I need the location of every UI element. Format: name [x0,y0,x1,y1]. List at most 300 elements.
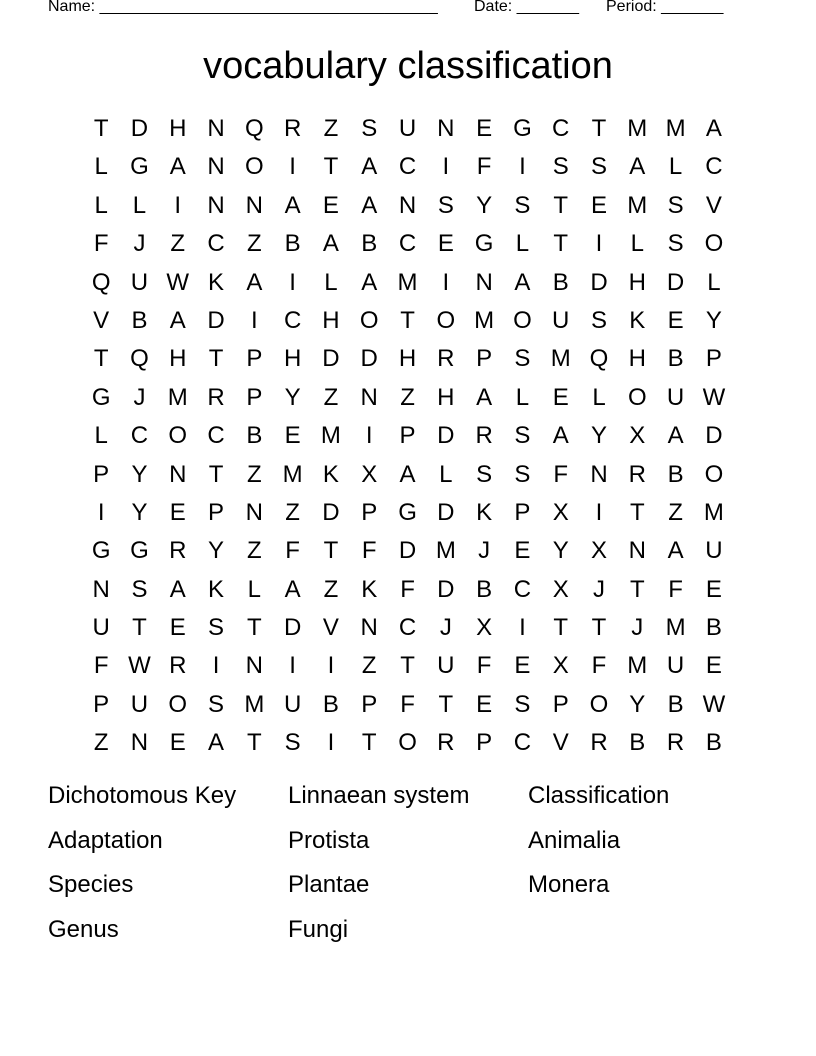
grid-letter: L [515,383,530,411]
grid-letter: I [442,153,450,181]
grid-letter: L [132,191,147,219]
grid-letter: U [437,652,455,680]
word-list-item: Protista [288,826,370,854]
word-list-item: Genus [48,915,119,943]
grid-letter: J [133,230,146,258]
grid-letter: T [93,115,109,142]
grid-letter: N [245,652,263,680]
grid-letter: S [514,422,531,450]
grid-letter: A [322,230,339,258]
grid-letter: A [667,422,684,450]
grid-letter: O [398,729,417,757]
grid-letter: Z [361,652,377,680]
date-field-label: Date: _______ [474,0,579,15]
word-list-item: Plantae [288,871,370,898]
grid-letter: C [398,614,417,642]
word-list-item: Classification [528,782,670,809]
grid-letter: E [476,690,493,718]
grid-letter: T [400,652,415,680]
grid-letter: N [245,191,263,219]
grid-letter: N [207,115,225,142]
grid-letter: E [667,306,684,334]
grid-letter: R [475,422,493,450]
grid-letter: B [667,460,684,488]
grid-letter: C [207,422,225,450]
grid-letter: A [476,383,493,411]
grid-letter: C [207,230,225,258]
grid-letter: S [208,614,225,642]
grid-letter: E [552,383,569,411]
grid-letter: B [667,345,684,373]
grid-letter: H [437,383,455,411]
grid-letter: V [705,191,722,219]
word-list-item: Monera [528,871,610,898]
grid-letter: D [360,345,378,373]
grid-letter: D [322,345,340,373]
grid-letter: T [208,460,224,488]
grid-row [82,417,733,455]
grid-letter: M [320,422,341,450]
grid-letter: E [169,729,186,757]
grid-letter: M [282,460,303,488]
grid-letter: T [553,614,569,642]
grid-letter: S [514,345,531,373]
grid-letter: B [476,575,493,603]
grid-letter: F [93,230,109,258]
grid-letter: A [667,537,684,565]
grid-letter: A [552,422,569,450]
grid-letter: Y [629,690,646,718]
grid-letter: M [665,614,686,642]
grid-letter: A [169,306,186,334]
grid-letter: L [630,230,644,258]
grid-row [82,456,733,494]
grid-letter: K [361,575,378,603]
grid-letter: N [437,115,455,142]
grid-letter: T [361,729,377,757]
grid-letter: M [703,498,724,526]
grid-letter: M [627,652,648,680]
grid-letter: K [476,498,493,526]
grid-letter: T [323,537,339,565]
grid-letter: R [628,460,646,488]
grid-letter: P [476,345,493,373]
grid-letter: P [361,690,378,718]
grid-letter: N [398,191,417,219]
grid-letter: P [246,345,263,373]
grid-letter: D [705,422,723,450]
grid-letter: P [93,690,110,718]
grid-letter: F [553,460,569,488]
grid-letter: Z [285,498,300,526]
grid-letter: M [167,383,188,411]
grid-letter: H [283,345,302,373]
grid-letter: Z [323,575,339,603]
grid-letter: V [322,614,339,642]
grid-letter: H [169,345,187,373]
word-list-item: Dichotomous Key [48,782,237,809]
word-list-item: Fungi [288,915,349,943]
grid-letter: A [169,575,186,603]
grid-letter: F [591,652,607,680]
grid-letter: X [552,575,569,603]
grid-letter: I [595,498,603,526]
grid-row [82,110,733,148]
grid-letter: W [128,652,151,680]
grid-letter: L [94,422,108,450]
grid-letter: S [591,306,608,334]
grid-letter: E [705,652,722,680]
grid-letter: C [130,422,149,450]
grid-letter: E [169,498,186,526]
word-search-grid [82,110,733,763]
grid-letter: J [478,537,491,565]
student-info-header [48,0,748,17]
grid-letter: W [702,690,726,718]
grid-letter: Y [131,498,148,526]
grid-letter: N [590,460,608,488]
grid-letter: Y [552,537,569,565]
grid-letter: L [94,153,108,181]
grid-letter: Z [668,498,683,526]
grid-letter: D [666,268,685,296]
grid-letter: S [284,729,301,757]
grid-letter: M [474,306,495,334]
grid-letter: P [399,422,416,450]
grid-letter: S [514,460,531,488]
grid-letter: C [705,153,723,181]
grid-letter: O [627,383,647,411]
grid-letter: R [169,652,187,680]
grid-letter: C [513,575,532,603]
grid-letter: P [361,498,378,526]
grid-letter: T [629,575,645,603]
grid-letter: D [590,268,608,296]
grid-letter: R [666,729,685,757]
grid-letter: X [361,460,378,488]
grid-letter: P [705,345,722,373]
period-field-label: Period: _______ [606,0,724,15]
grid-letter: D [283,614,302,642]
grid-letter: Z [247,537,262,565]
grid-letter: K [629,306,646,334]
grid-letter: L [668,153,683,181]
grid-letter: O [513,306,532,334]
grid-letter: S [437,191,454,219]
grid-letter: G [398,498,417,526]
grid-letter: Y [476,191,493,219]
word-list-item: Animalia [528,826,621,854]
grid-letter: T [400,306,415,334]
grid-letter: E [322,191,339,219]
grid-letter: I [212,652,220,680]
grid-letter: I [365,422,373,450]
grid-letter: M [435,537,456,565]
grid-letter: M [627,115,648,142]
grid-letter: T [247,729,262,757]
grid-letter: W [166,268,190,296]
grid-letter: D [398,537,417,565]
grid-letter: U [666,383,685,411]
grid-letter: H [169,115,187,142]
grid-letter: R [437,345,455,373]
grid-letter: B [246,422,263,450]
grid-letter: A [361,153,378,181]
grid-letter: M [244,690,265,718]
grid-letter: L [247,575,262,603]
grid-letter: H [322,306,340,334]
grid-letter: F [361,537,377,565]
grid-letter: G [130,537,149,565]
page-title: vocabulary classification [203,45,613,87]
grid-letter: J [631,614,644,642]
grid-letter: V [93,306,110,334]
grid-letter: M [665,115,686,142]
grid-letter: U [705,537,723,565]
grid-letter: E [514,652,531,680]
grid-row [82,571,733,609]
grid-letter: M [627,191,648,219]
grid-letter: P [476,729,493,757]
grid-letter: F [476,153,492,181]
grid-letter: S [208,690,225,718]
grid-letter: B [131,306,148,334]
grid-letter: F [476,652,492,680]
grid-letter: T [132,614,147,642]
grid-letter: F [668,575,683,603]
grid-letter: D [207,306,225,334]
grid-letter: I [97,498,105,526]
grid-letter: E [591,191,608,219]
grid-letter: Y [591,422,608,450]
word-list-item: Adaptation [48,826,163,854]
word-list-item: Species [48,871,134,898]
grid-letter: N [360,614,378,642]
grid-letter: A [361,191,378,219]
grid-letter: T [591,115,607,142]
word-list-item: Linnaean system [288,782,470,809]
grid-letter: O [168,690,188,718]
grid-letter: Q [91,268,111,296]
grid-letter: W [702,383,726,411]
grid-letter: R [590,729,608,757]
grid-letter: S [514,690,531,718]
grid-letter: L [515,230,530,258]
grid-letter: P [246,383,263,411]
grid-letter: D [437,575,455,603]
grid-letter: C [398,230,417,258]
grid-letter: C [513,729,532,757]
grid-letter: A [361,268,378,296]
grid-letter: S [552,153,569,181]
grid-letter: Z [170,230,186,258]
grid-letter: T [629,498,645,526]
grid-letter: E [437,230,454,258]
grid-letter: L [592,383,606,411]
grid-letter: Z [93,729,109,757]
grid-row [82,379,733,417]
grid-letter: B [284,230,301,258]
grid-letter: U [552,306,570,334]
grid-letter: Q [130,345,149,373]
grid-letter: J [133,383,146,411]
grid-letter: D [130,115,149,142]
grid-letter: D [437,498,455,526]
grid-letter: S [131,575,148,603]
grid-letter: T [438,690,454,718]
grid-letter: C [552,115,570,142]
grid-letter: I [327,729,335,757]
grid-letter: T [247,614,262,642]
grid-letter: G [513,115,532,142]
grid-letter: Z [247,230,262,258]
grid-letter: R [169,537,187,565]
grid-row [82,609,733,647]
grid-letter: K [322,460,339,488]
grid-letter: I [289,652,296,680]
grid-letter: U [130,268,149,296]
grid-letter: Y [208,537,225,565]
grid-letter: C [283,306,302,334]
grid-row [82,494,733,532]
grid-letter: F [400,575,415,603]
grid-letter: M [550,345,571,373]
grid-letter: B [705,614,722,642]
grid-row [82,302,733,340]
grid-row [82,187,733,225]
grid-letter: G [91,537,111,565]
grid-letter: I [251,306,258,334]
grid-letter: E [514,537,531,565]
grid-letter: G [130,153,149,181]
grid-letter: E [284,422,301,450]
grid-letter: I [174,191,182,219]
grid-letter: T [323,153,339,181]
grid-letter: L [324,268,338,296]
grid-letter: S [591,153,608,181]
grid-row [82,647,733,685]
grid-letter: I [595,230,603,258]
grid-letter: N [628,537,646,565]
grid-letter: Z [323,383,339,411]
grid-letter: L [94,191,108,219]
grid-letter: Y [131,460,148,488]
grid-letter: N [207,153,225,181]
grid-row [82,532,733,570]
grid-letter: S [667,230,684,258]
grid-letter: S [476,460,493,488]
grid-letter: A [399,460,416,488]
grid-letter: J [593,575,605,603]
grid-letter: Y [705,306,722,334]
grid-letter: S [514,191,531,219]
grid-letter: C [398,153,417,181]
grid-letter: J [439,614,452,642]
grid-letter: B [629,729,646,757]
grid-row [82,264,733,302]
grid-letter: D [437,422,455,450]
grid-letter: N [245,498,263,526]
grid-letter: A [208,729,225,757]
grid-letter: I [327,652,335,680]
grid-letter: T [591,614,607,642]
grid-letter: A [629,153,646,181]
grid-letter: B [361,230,378,258]
grid-letter: X [552,652,569,680]
grid-letter: I [519,153,526,181]
grid-letter: Z [400,383,415,411]
grid-letter: H [398,345,417,373]
grid-letter: X [591,537,608,565]
grid-letter: G [91,383,111,411]
grid-letter: S [667,191,684,219]
grid-letter: A [514,268,531,296]
grid-letter: E [705,575,722,603]
grid-letter: U [666,652,685,680]
grid-letter: T [553,191,569,219]
grid-letter: U [283,690,302,718]
grid-letter: N [360,383,378,411]
grid-letter: A [169,153,186,181]
grid-letter: Z [323,115,339,142]
grid-letter: A [246,268,263,296]
grid-letter: E [169,614,186,642]
grid-letter: U [92,614,110,642]
grid-letter: P [93,460,110,488]
grid-letter: R [207,383,225,411]
grid-letter: O [704,230,724,258]
grid-letter: I [519,614,526,642]
grid-letter: A [284,575,301,603]
grid-letter: R [283,115,302,142]
grid-letter: G [474,230,494,258]
grid-letter: O [245,153,264,181]
grid-letter: V [552,729,569,757]
grid-row [82,340,733,378]
grid-letter: O [359,306,379,334]
grid-letter: S [361,115,378,142]
grid-row [82,148,733,186]
grid-letter: T [208,345,224,373]
grid-letter: O [436,306,456,334]
grid-letter: O [168,422,188,450]
grid-letter: K [208,268,225,296]
grid-letter: K [208,575,225,603]
grid-letter: M [397,268,418,296]
grid-letter: A [284,191,301,219]
grid-letter: F [285,537,300,565]
grid-letter: H [628,268,646,296]
name-field-label: Name: ______________________________________ [48,0,438,15]
grid-letter: B [552,268,569,296]
grid-letter: B [322,690,339,718]
grid-letter: N [92,575,110,603]
grid-letter: F [400,690,415,718]
grid-letter: L [439,460,453,488]
grid-letter: N [169,460,187,488]
grid-letter: X [629,422,646,450]
grid-row [82,686,733,724]
grid-letter: P [552,690,569,718]
grid-letter: A [705,115,722,142]
grid-letter: Z [247,460,262,488]
grid-letter: U [130,690,149,718]
grid-letter: U [398,115,417,142]
grid-letter: N [475,268,493,296]
grid-letter: R [437,729,455,757]
grid-letter: B [705,729,722,757]
grid-letter: X [476,614,493,642]
